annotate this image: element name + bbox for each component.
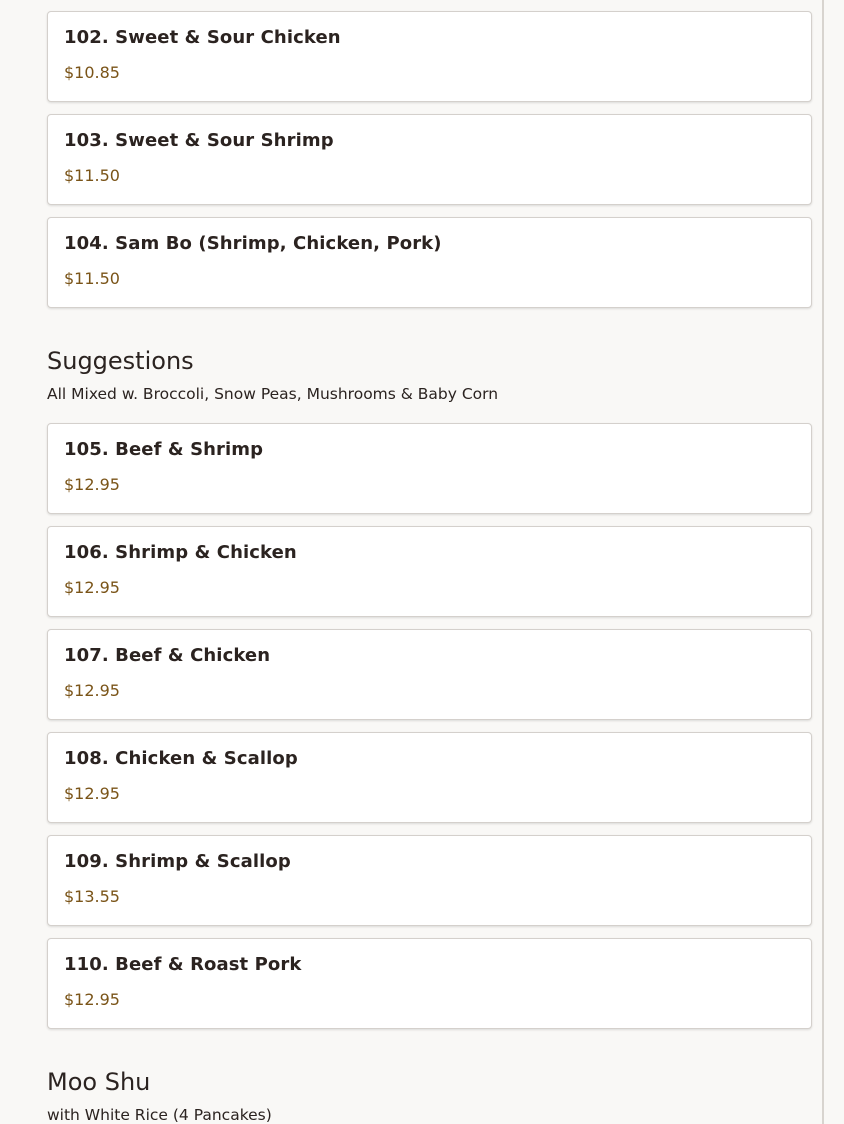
menu-item-card[interactable]: [47, 835, 812, 926]
menu-item-card[interactable]: [47, 11, 812, 102]
menu-item-price: $10.85: [64, 63, 120, 82]
menu-item-name: 106. Shrimp & Chicken: [64, 542, 297, 563]
section-title: Suggestions: [47, 347, 194, 375]
menu-item-card[interactable]: [47, 423, 812, 514]
menu-item-price: $11.50: [64, 166, 120, 185]
menu-item-price: $11.50: [64, 269, 120, 288]
menu-item-name: 105. Beef & Shrimp: [64, 439, 264, 460]
section-subtitle: with White Rice (4 Pancakes): [47, 1106, 272, 1124]
menu-item-price: $12.95: [64, 578, 120, 597]
menu-item-price: $13.55: [64, 887, 120, 906]
menu-item-name: 107. Beef & Chicken: [64, 645, 271, 666]
menu-item-card[interactable]: [47, 732, 812, 823]
menu-item-card[interactable]: [47, 217, 812, 308]
menu-item-card[interactable]: [47, 114, 812, 205]
menu-item-card[interactable]: [47, 629, 812, 720]
menu-item-price: $12.95: [64, 990, 120, 1009]
menu-item-name: 109. Shrimp & Scallop: [64, 851, 291, 872]
menu-item-name: 104. Sam Bo (Shrimp, Chicken, Pork): [64, 233, 442, 254]
section-title: Moo Shu: [47, 1068, 151, 1096]
menu-item-name: 108. Chicken & Scallop: [64, 748, 298, 769]
scroll-container-edge: [822, 0, 824, 1124]
menu-item-card[interactable]: [47, 938, 812, 1029]
menu-item-card[interactable]: [47, 526, 812, 617]
menu-item-name: 102. Sweet & Sour Chicken: [64, 27, 341, 48]
menu-item-price: $12.95: [64, 784, 120, 803]
menu-item-price: $12.95: [64, 681, 120, 700]
menu-item-name: 103. Sweet & Sour Shrimp: [64, 130, 334, 151]
section-subtitle: All Mixed w. Broccoli, Snow Peas, Mushrooms & Baby Corn: [47, 385, 499, 403]
menu-item-price: $12.95: [64, 475, 120, 494]
menu-item-name: 110. Beef & Roast Pork: [64, 954, 302, 975]
